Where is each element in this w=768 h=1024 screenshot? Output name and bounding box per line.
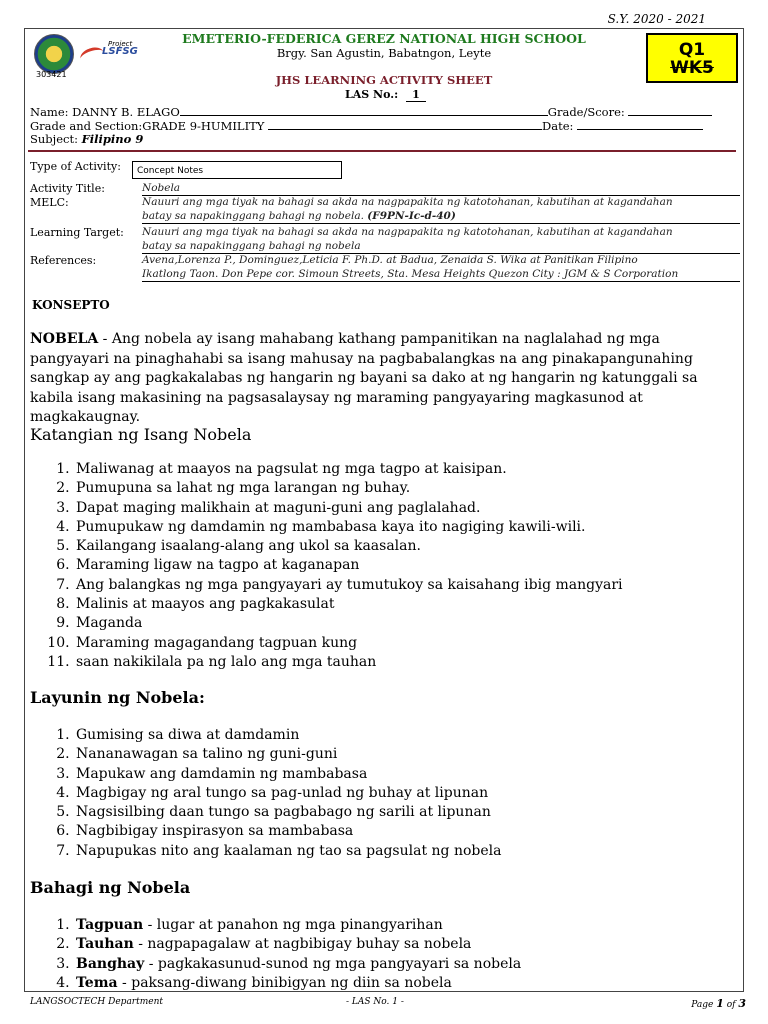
nobela-term: NOBELA <box>30 331 99 347</box>
melc-code: (F9PN-Ic-d-40) <box>367 210 456 222</box>
nobela-definition-text: - Ang nobela ay isang mahabang kathang pampanitikan na naglalahad ng mga pangyayari na pinaghahabi sa isang mahusay na pagbabalangkas na ang pinakapangunahing sangkap ay ang pagkakalabas ng hangarin ng bayani sa dako at ng hangarin ng katunggali sa kabila isang makasining na pagsasalaysay ng maraming pangyayaring magkasunod at magkakaugnay. <box>30 331 698 425</box>
bahagi-def: - pagkakasunud-sunod ng mga pangyayari sa nobela <box>144 955 522 972</box>
list-item: 7. Ang balangkas ng mga pangyayari ay tumutukoy sa kaisahang ibig mangyari <box>74 576 623 595</box>
las-label: LAS No.: <box>345 88 399 101</box>
references-label: References: <box>30 254 97 267</box>
katangian-list <box>40 460 623 672</box>
list-item: 9. Maganda <box>74 614 623 633</box>
list-item: 5. Nagsisilbing daan tungo sa pagbabago ng sarili at lipunan <box>74 803 501 822</box>
list-item: 1. Maliwanag at maayos na pagsulat ng mga tagpo at kaisipan. <box>74 460 623 479</box>
list-item <box>74 955 521 974</box>
header-divider <box>28 150 736 152</box>
list-item <box>74 935 521 954</box>
footer-page <box>691 997 746 1010</box>
melc-line-2: batay sa napakinggang bahagi ng nobela. <box>142 210 364 222</box>
target-label: Learning Target: <box>30 226 124 239</box>
list-item: 2. Nananawagan sa talino ng guni-guni <box>74 745 501 764</box>
target-value <box>142 225 740 254</box>
las-value: 1 <box>406 88 426 102</box>
bahagi-term: Tagpuan <box>76 917 144 933</box>
page-of: of <box>726 1000 736 1010</box>
page-prefix: Page <box>691 1000 714 1010</box>
bahagi-term: Tauhan <box>76 936 134 953</box>
footer-department: LANGSOCTECH Department <box>30 997 164 1007</box>
list-item <box>74 974 521 993</box>
bahagi-list <box>40 916 521 993</box>
list-item: 7. Napupukas nito ang kaalaman ng tao sa pagsulat ng nobela <box>74 842 501 861</box>
school-name: EMETERIO-FEDERICA GEREZ NATIONAL HIGH SCHOOL <box>182 31 586 46</box>
logo-text: LSFSG <box>102 46 138 57</box>
grade-section-label: Grade and Section:GRADE 9-HUMILITY <box>30 119 265 133</box>
layunin-heading: Layunin ng Nobela: <box>30 688 205 707</box>
bahagi-heading: Bahagi ng Nobela <box>30 878 191 897</box>
footer-las: - LAS No. 1 - <box>346 997 404 1007</box>
quarter-label: Q1 <box>678 40 706 60</box>
list-item: 6. Maraming ligaw na tagpo at kaganapan <box>74 556 623 575</box>
list-item: 4. Magbigay ng aral tungo sa pag-unlad ng buhay at lipunan <box>74 784 501 803</box>
bahagi-def: - paksang-diwang binibigyan ng diin sa nobela <box>117 974 452 991</box>
page-current: 1 <box>716 997 724 1010</box>
logo-project-text: Project <box>108 40 133 48</box>
reference-line-1: Avena,Lorenza P., Dominguez,Leticia F. Ph.D. at Badua, Zenaida S. Wika at Panitikan Filipino <box>142 254 638 266</box>
target-line-2: batay sa napakinggang bahagi ng nobela <box>142 240 361 252</box>
school-id: 303421 <box>36 70 67 79</box>
subject-line <box>30 132 143 146</box>
list-item: 10. Maraming magagandang tagpuan kung <box>74 634 623 653</box>
page-total: 3 <box>738 997 746 1010</box>
name-label: Name: DANNY B. ELAGO <box>30 105 180 119</box>
school-address: Brgy. San Agustin, Babatngon, Leyte <box>276 46 492 60</box>
layunin-list <box>40 726 501 861</box>
section-line <box>30 118 703 133</box>
quarter-week-badge <box>646 33 738 83</box>
list-item: 3. Mapukaw ang damdamin ng mambabasa <box>74 765 501 784</box>
list-item: 8. Malinis at maayos ang pagkakasulat <box>74 595 623 614</box>
type-label: Type of Activity: <box>30 160 121 173</box>
list-item: 11. saan nakikilala pa ng lalo ang mga tauhan <box>74 653 623 672</box>
melc-value <box>142 195 740 224</box>
katangian-heading: Katangian ng Isang Nobela <box>30 425 252 444</box>
grade-score-label: Grade/Score: <box>547 105 625 119</box>
school-year: S.Y. 2020 - 2021 <box>607 12 706 26</box>
bahagi-def: - nagpapagalaw at nagbibigay buhay sa nobela <box>133 936 472 953</box>
date-label: Date: <box>542 119 574 133</box>
title-value: Nobela <box>142 181 740 196</box>
list-item: 6. Nagbibigay inspirasyon sa mambabasa <box>74 822 501 841</box>
nobela-definition <box>30 330 742 428</box>
subject-value: Filipino 9 <box>81 132 144 146</box>
type-value: Concept Notes <box>132 161 342 179</box>
title-label: Activity Title: <box>30 182 105 195</box>
sheet-title: JHS LEARNING ACTIVITY SHEET <box>275 73 493 87</box>
list-item: 1. Gumising sa diwa at damdamin <box>74 726 501 745</box>
name-line <box>30 104 712 119</box>
melc-label: MELC: <box>30 196 69 209</box>
target-line-1: Nauuri ang mga tiyak na bahagi sa akda na nagpapakita ng katotohanan, kabutihan at kagandahan <box>142 226 673 238</box>
bahagi-term: Tema <box>76 974 118 991</box>
subject-label: Subject: <box>30 132 78 146</box>
melc-line-1: Nauuri ang mga tiyak na bahagi sa akda na nagpapakita ng katotohanan, kabutihan at kagandahan <box>142 196 673 208</box>
reference-line-2: Ikatlong Taon. Don Pepe cor. Simoun Streets, Sta. Mesa Heights Quezon City : JGM & S Corporation <box>142 268 679 280</box>
las-number <box>345 88 426 102</box>
list-item: 5. Kailangang isaalang-alang ang ukol sa kaasalan. <box>74 537 623 556</box>
list-item: 2. Pumupuna sa lahat ng mga larangan ng buhay. <box>74 479 623 498</box>
list-item: 4. Pumupukaw ng damdamin ng mambabasa kaya ito nagiging kawili-wili. <box>74 518 623 537</box>
bahagi-term: Banghay <box>76 955 145 972</box>
list-item <box>74 916 521 935</box>
week-label: WK5 <box>670 58 714 78</box>
references-value <box>142 253 740 282</box>
bahagi-def: - lugar at panahon ng mga pinangyarihan <box>143 917 443 933</box>
konsepto-heading: KONSEPTO <box>32 298 110 312</box>
list-item: 3. Dapat maging malikhain at maguni-guni ang paglalahad. <box>74 499 623 518</box>
